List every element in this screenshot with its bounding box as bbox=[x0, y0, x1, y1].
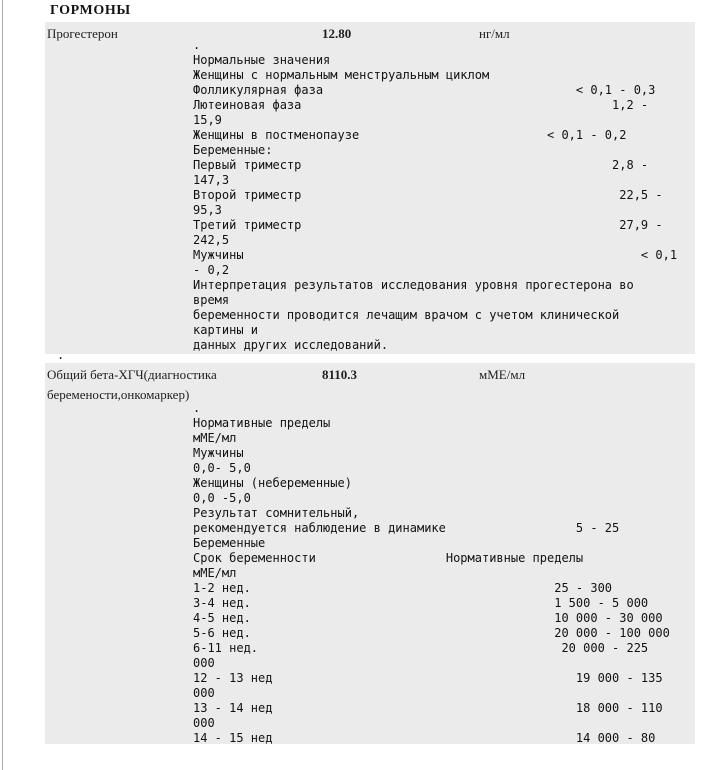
reference-line: Фолликулярная фаза < 0,1 - 0,3 bbox=[193, 83, 656, 97]
reference-line: мМЕ/мл bbox=[193, 566, 237, 580]
reference-line: 6-11 нед. 20 000 - 225 bbox=[193, 641, 649, 655]
reference-line: Беременные bbox=[193, 536, 266, 550]
reference-line: Третий триместр 27,9 - bbox=[193, 218, 663, 232]
reference-line: 12 - 13 нед 19 000 - 135 bbox=[193, 671, 663, 685]
test-name-line: Общий бета-ХГЧ(диагностика bbox=[47, 367, 217, 382]
reference-line: Первый триместр 2,8 - bbox=[193, 158, 649, 172]
reference-line: Результат сомнительный, bbox=[193, 506, 360, 520]
reference-line: 95,3 bbox=[193, 203, 222, 217]
test-units: мМЕ/мл bbox=[479, 367, 526, 382]
separator-dot: . bbox=[57, 348, 65, 362]
reference-line: Нормальные значения bbox=[193, 53, 331, 67]
reference-line: Мужчины < 0,1 bbox=[193, 248, 678, 262]
reference-line: рекомендуется наблюдение в динамике 5 - 25 bbox=[193, 521, 620, 535]
reference-line: Срок беременности Нормативные пределы bbox=[193, 551, 584, 565]
page-edge-line bbox=[2, 0, 3, 770]
reference-line: 000 bbox=[193, 716, 215, 730]
reference-line: Второй триместр 22,5 - bbox=[193, 188, 663, 202]
reference-line: 0,0- 5,0 bbox=[193, 461, 251, 475]
test-header bbox=[45, 363, 695, 405]
reference-line: 242,5 bbox=[193, 233, 230, 247]
test-units: нг/мл bbox=[479, 26, 510, 41]
reference-line: Беременные: bbox=[193, 143, 273, 157]
test-name bbox=[47, 365, 322, 405]
reference-line: 4-5 нед. 10 000 - 30 000 bbox=[193, 611, 663, 625]
reference-line: 147,3 bbox=[193, 173, 230, 187]
reference-line: время bbox=[193, 293, 230, 307]
reference-line: Лютеиновая фаза 1,2 - bbox=[193, 98, 649, 112]
reference-line: 13 - 14 нед 18 000 - 110 bbox=[193, 701, 663, 715]
reference-line: 000 bbox=[193, 656, 215, 670]
reference-line: 14 - 15 нед 14 000 - 80 bbox=[193, 731, 656, 744]
reference-line: Женщины (небеременные) bbox=[193, 476, 352, 490]
reference-line: картины и bbox=[193, 323, 259, 337]
test-row-progesterone bbox=[45, 22, 695, 354]
reference-line: Нормативные пределы bbox=[193, 416, 331, 430]
reference-line: 3-4 нед. 1 500 - 5 000 bbox=[193, 596, 649, 610]
reference-ranges bbox=[193, 38, 677, 353]
test-name-line: беремености,онкомаркер) bbox=[47, 387, 190, 402]
reference-line: Женщины с нормальным менструальным циклом bbox=[193, 68, 490, 82]
reference-line: 000 bbox=[193, 686, 215, 700]
reference-line: 0,0 -5,0 bbox=[193, 491, 251, 505]
reference-line: мМЕ/мл bbox=[193, 431, 237, 445]
test-name-line: Прогестерон bbox=[47, 26, 118, 41]
reference-line: Женщины в постменопаузе < 0,1 - 0,2 bbox=[193, 128, 627, 142]
reference-line: 1-2 нед. 25 - 300 bbox=[193, 581, 613, 595]
test-result-value: 8110.3 bbox=[322, 367, 358, 382]
reference-line: . bbox=[193, 401, 201, 415]
test-result-value: 12.80 bbox=[322, 26, 352, 41]
reference-line: беременности проводится лечащим врачом с учетом клинической bbox=[193, 308, 620, 322]
reference-line: 15,9 bbox=[193, 113, 222, 127]
reference-line: Мужчины bbox=[193, 446, 244, 460]
reference-line: - 0,2 bbox=[193, 263, 230, 277]
reference-ranges bbox=[193, 401, 670, 744]
reference-line: . bbox=[193, 38, 201, 52]
section-title: ГОРМОНЫ bbox=[50, 3, 131, 18]
test-row-beta-hcg bbox=[45, 363, 695, 744]
reference-line: Интерпретация результатов исследования уровня прогестерона во bbox=[193, 278, 634, 292]
reference-line: данных других исследований. bbox=[193, 338, 389, 352]
reference-line: 5-6 нед. 20 000 - 100 000 bbox=[193, 626, 670, 640]
